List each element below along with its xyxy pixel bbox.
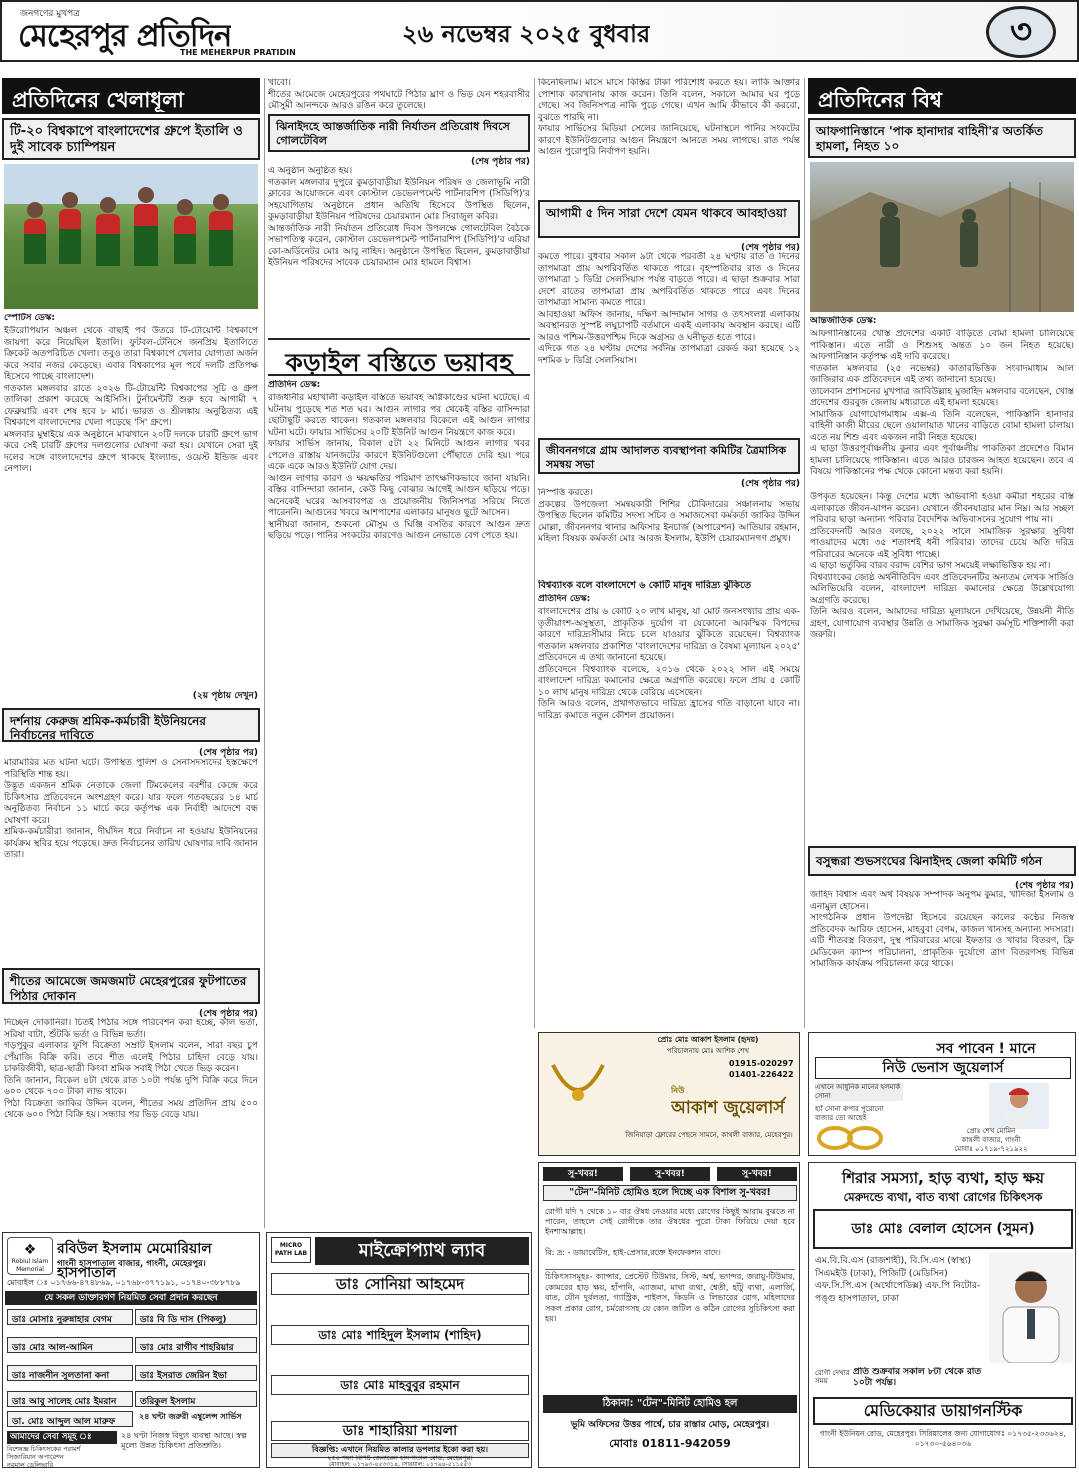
- col3-top-text: কিনেছিলাম। মাসে মাসে কিস্তির টাকা পরিশোধ করতে হয়। লাকি আক্তার পোশাক কারখানায় কাজ করেন। তিনি বলেন, সকালে আমার ঘর পুড়ে গেছে। সব জিনিসপত্র নাকি পুড়ে গেছে। এখন আমি কীভাবে কী করবো, বুঝতে পারছি না। ফায়ার সার্ভিসের মিডিয়া সেলের জানিয়েছে, ঘটনাস্থলে পানির সংকটের কারণে ইউনিটগুলোর আগুন নিয়ন্ত্রণে আনতে সময় লাগছে। রাত পর্যন্ত আগুন পুরোপুরি নির্বাপণ হয়নি।: [538, 78, 800, 157]
- union-headline: দর্শনায় কেরুজ শ্রমিক-কর্মচারী ইউনিয়নের নির্বাচনের দাবিতে: [2, 708, 260, 742]
- hospital-name: রবিউল ইসলাম মেমোরিয়াল হাসপাতাল: [57, 1241, 212, 1281]
- venus-line1: এখানে আধুনিক মানের হলমার্ক সোনা: [815, 1083, 903, 1101]
- world-dateline: আন্তর্জাতিক ডেস্ক:: [810, 316, 877, 326]
- lab-name: মাইক্রোপ্যাথ ল্যাব: [315, 1237, 529, 1265]
- issue-date: ২৬ নভেম্বর ২০২৫ বুধবার: [402, 20, 651, 48]
- homeo-headline: "টেন"-মিনিট হোমিও হলে দিচ্ছে এক বিশাল সু-খবর!: [543, 1185, 797, 1201]
- venus-line2: হ্যাঁ সোনা রুপার পুরোনো বাজার তো আছেই: [815, 1105, 884, 1122]
- service-item: বিশেষজ্ঞ চিকিৎসকের পরামর্শ: [7, 1445, 81, 1453]
- hospital-logo: [7, 1237, 53, 1275]
- doctor-name: ডাঃ নাজনীন সুলতানা কনা: [7, 1365, 133, 1381]
- service-item: নরমাল ডেলিভারি: [7, 1461, 54, 1468]
- venus-name: নিউ ভেনাস জুয়েলার্স: [815, 1057, 1071, 1079]
- doctor-name: ডাঃ ইসরাত জেরিন ইভা: [135, 1365, 257, 1381]
- women-day-headline: ঝিনাইদহে আন্তর্জাতিক নারী নির্যাতন প্রতিরোধ দিবসে গোলটেবিল: [268, 114, 530, 152]
- good-news-label: সু-খবর!: [630, 1167, 710, 1181]
- akash-owner: প্রোঃ মোঃ আকাশ ইসলাম (হৃদয়): [657, 1035, 759, 1044]
- fire-body: রাজধানীর মহাখালী কড়াইল বস্তিতে ভয়াবহ অগ্নিকাণ্ডের ঘটনা ঘটেছে। এ ঘটনায় পুড়েছে শত শত ঘর। আগুন লাগার পর থেকেই বস্তির বাসিন্দারা ছোটাছুটি করতে থাকেন। গতকাল মঙ্গলবার বিকেলে এই আগুন লাগার ঘটনা ঘটে। ফায়ার সার্ভিসের ২০টি ইউনিট আগুন নিয়ন্ত্রণে কাজ করে। ফায়ার সার্ভিস জানায়, বিকাল ৫টা ২২ মিনিটে আগুন লাগার খবর পেলেও রাস্তায় যানজটের কারণে ইউনিটগুলো পৌঁছাতে দেরি হয়। পরে একে একে আরও ইউনিট যোগ দেয়। আগুন লাগার কারণ ও ক্ষয়ক্ষতির পরিমাণ তাৎক্ষণিকভাবে জানা যায়নি। বস্তির বাসিন্দারা জানান, কেউ কিছু বোঝার আগেই আগুন ছড়িয়ে পড়ে। অনেকেই ঘরের আসবাবপত্র ও প্রয়োজনীয় জিনিসপত্র সরিয়ে নিতে পারেননি। আগুনের খবরে আশপাশের এলাকার মানুষও ছুটে আসেন। স্থানীয়রা জানান, শুকনো মৌসুম ও ঘিঞ্জি বসতির কারণে আগুন দ্রুত ছড়িয়ে পড়ে। পানির সংকটের কারণেও আগুন নেভাতে বেগ পেতে হয়।: [268, 393, 530, 541]
- necklace-icon: [543, 1055, 613, 1125]
- soldiers-illustration: [810, 162, 1074, 312]
- venus-jewellers-ad: [808, 1032, 1076, 1156]
- sports-headline: টি-২০ বিশ্বকাপে বাংলাদেশের গ্রুপে ইতালি ও দুই সাবেক চ্যাম্পিয়ন: [2, 118, 260, 160]
- doctor-photo: [989, 1253, 1073, 1363]
- owner-portrait-illustration: [989, 1083, 1049, 1129]
- sports-section-header: প্রতিদিনের খেলাধূলা: [2, 78, 260, 114]
- cricket-players-illustration: [4, 164, 258, 309]
- bashundhara-body: জাহিদ বিশ্বাস এবং অর্থ বিষয়ক সম্পাদক অনুপম কুমার, খাদিজা ইসলাম ও এনামুল হোসেন। সাংগঠনিক প্রধান উপদেষ্টা হিসেবে রয়েছেন কালের কণ্ঠের নিজস্ব প্রতিবেদক আরিফ হোসেন, মাহবুবা বেগম, কাজল খানসহ অন্যান্য সদস্যরা। এটি শীতবস্ত্র বিতরণ, দুস্থ পরিবারের মাঝে ইফতার ও খাবার বিতরণ, ফ্রি মেডিকেল ক্যাম্প পরিচালনা, প্রাকৃতিক দুর্যোগে ত্রাণ বিতরণসহ বিভিন্ন সামাজিক কার্যক্রম পরিচালনা করে থাকে।: [810, 890, 1074, 969]
- bangles-icon: [815, 1125, 903, 1151]
- bashundhara-continued: (শেষ পৃষ্ঠার পর): [1014, 881, 1074, 891]
- doctor-name: ডাঃ মোঃ রাগীব শাহরিয়ার: [135, 1337, 257, 1353]
- weather-headline: আগামী ৫ দিন সারা দেশে যেমন থাকবে আবহাওয়া: [538, 200, 800, 238]
- akash-phone: 01401-226422: [729, 1070, 794, 1079]
- soldiers-photo: [810, 162, 1074, 312]
- sports-continued: (২য় পৃষ্ঠায় দেখুন): [192, 691, 258, 701]
- homeo-hall-ad: [538, 1162, 800, 1468]
- col2-top-text: খাবো। শীতের আমেজে মেহেরপুরের পথঘাটে পিঠার ঘ্রাণ ও ভিড় যেন শহরবাসীর মৌসুমী আনন্দকে আরও রঙিন করে তুলেছে।: [268, 78, 530, 111]
- court-body: নিস্পত্তি করতে। প্রকল্পের উপজেলা সমন্বয়কারী শিশির চৌকিদারের সঞ্চালনায় সভায় উপস্থিত ছিলেন কমিটির সদস্য সচিব ও সমাজসেবা কর্মকর্তা জাকির উদ্দিন মোল্লা, জীবননগর থানার অফিসার ইনচার্জ (অপারেশন) আতিয়ার রহমান, মহিলা বিষয়ক কর্মকর্তা মোঃ আরজ ইসলাম, ইউপি চেয়ারম্যানগণ প্রমুখ।: [538, 488, 800, 544]
- hospital-phone: মোবাইল ঃ ০১৭৬৬-৪৭৪৮৬৯, ০১৭৬৮-৩৭৭১৯১, ০১৭৪০-৩৮৮৭৮৯: [7, 1278, 241, 1287]
- akash-jewellers-ad: [538, 1032, 800, 1156]
- homeo-address: ভূমি অফিসের উত্তর পার্শ্বে, চার রাস্তার মোড়, মেহেরপুর।: [570, 1420, 770, 1430]
- venus-owner: প্রোঃ শেখ মোমিন: [966, 1127, 1016, 1135]
- column-divider: [534, 78, 535, 1028]
- akash-address: জিনিয়াড়া ফ্লোরের পেছনে সামনে, কাথলী বাজার, মেহেরপুর।: [625, 1131, 793, 1139]
- hospital-logo-text: Robiul Islam Memorial: [11, 1258, 49, 1273]
- column-divider: [264, 78, 265, 1228]
- lab-doctor-name: ডাঃ সোনিয়া আহমেদ: [271, 1273, 529, 1295]
- ortho-doctor-ad: [808, 1162, 1076, 1468]
- hospital-logo-icon: ❖: [23, 1242, 37, 1258]
- masthead: [0, 0, 1079, 62]
- doctor-name: ডাঃ আবু সালেহ মোঃ ইমরান: [7, 1391, 133, 1407]
- owner-photo: [989, 1083, 1049, 1129]
- pitha-headline: শীতের আমেজে জমজমাট মেহেরপুরের ফুটপাতের পিঠার দোকান: [2, 968, 260, 1004]
- bangles-illustration: [815, 1125, 903, 1151]
- micropath-lab-ad: [266, 1232, 532, 1468]
- hospital-address: গাংনী হাসপাতাল বাজার, গাংনী, মেহেরপুর।: [57, 1259, 206, 1269]
- newspaper-name: মেহেরপুর প্রতিদিন: [18, 18, 232, 54]
- doctor-name: ডাঃ মোঃ আল-আমিন: [7, 1337, 133, 1353]
- world-headline: আফগানিস্তানে 'পাক হানাদার বাহিনী'র অতর্কিত হামলা, নিহত ১০: [808, 118, 1076, 158]
- poverty-headline: বিশ্বব্যাংক বলে বাংলাদেশে ৬ কোটি মানুষ দারিদ্র্য ঝুঁকিতে: [538, 580, 752, 591]
- visit-time: প্রতি শুক্রবার সকাল ৮টা থেকে রাত ১০টা পর্যন্ত।: [853, 1367, 982, 1388]
- cricket-team-photo: [4, 164, 258, 309]
- hospital-ad: [2, 1232, 260, 1468]
- hospital-tagline: যে সকল ডাক্তারগণ নিয়মিত সেবা প্রদান করছেন: [5, 1291, 257, 1305]
- good-news-label: সু-খবর!: [543, 1167, 623, 1181]
- ortho-headline-1: শিরার সমস্যা, হাড় ব্যথা, হাড় ক্ষয়: [842, 1169, 1044, 1187]
- bashundhara-headline: বসুন্ধরা শুভসংঘের ঝিনাইদহ জেলা কমিটি গঠন: [808, 846, 1076, 876]
- weather-body: কমতে পারে। বুধবার সকাল ৯টা থেকে পরবর্তী ২৪ ঘণ্টায় রাত ও দিনের তাপমাত্রা প্রায় অপরিবর্তিত থাকতে পারে। বৃহস্পতিবার রাত ও দিনের তাপমাত্রা ১ ডিগ্রি সেলসিয়াস পর্যন্ত বাড়তে পারে। এ ছাড়া শুক্রবার সারা দেশে রাতের তাপমাত্রা প্রায় অপরিবর্তিত থাকতে পারে এবং দিনের তাপমাত্রা সামান্য কমতে পারে। আবহাওয়া অফিস জানায়, দক্ষিণ আন্দামান সাগর ও তৎসংলগ্ন এলাকায় অবস্থানরত সুস্পষ্ট লঘুচাপটি বর্তমানে একই এলাকায় অবস্থান করছে। এটি আরও পশ্চিম-উত্তরপশ্চিম দিকে অগ্রসর ও ঘনীভূত হতে পারে। এদিকে গত ২৪ ঘণ্টায় দেশের সর্বনিম্ন তাপমাত্রা রেকর্ড করা হয়েছে ১২ দশমিক ৮ ডিগ্রি সেলসিয়াস।: [538, 252, 800, 366]
- ortho-doctor-name: ডাঃ মোঃ বেলাল হোসেন (সুমন): [813, 1209, 1073, 1249]
- lab-phone: মোবাইল: ০১৭৯৩-৪৫৩৩১৪, সিরিয়াল: ০১৭৯৪-৫১১৫৫৩: [328, 1462, 472, 1468]
- lab-doctor-name: ডাঃ মোঃ মাহবুবুর রহমান: [271, 1375, 529, 1395]
- akash-owner-sub: পরিচালনায় মোঃ আশিক শেখ: [667, 1047, 749, 1055]
- venus-top-line: সব পাবেন ! মানে: [936, 1041, 1036, 1057]
- union-continued: (শেষ পৃষ্ঠার পর): [198, 748, 258, 758]
- akash-name: আকাশ জুয়েলার্স: [671, 1098, 785, 1118]
- column-divider: [804, 78, 805, 1028]
- homeo-body: রোগী যদি ৭ থেকে ১০ বার ঔষধ নেওয়ার মধ্যে রোগের কিছুই আরাম বুঝতে না পারেন, তাহলে সেই রোগীকে তার ঔষধের পুরো টাকা ফিরিয়ে দেয়া হবে ইনশাআল্লাহ।: [545, 1207, 795, 1236]
- fire-dateline: প্রতিদিন ডেস্ক:: [268, 380, 321, 390]
- service-item: সিজারিয়ান অপারেশন: [7, 1453, 64, 1461]
- page-number: ৩: [986, 6, 1056, 58]
- doctor-name: তরিকুল ইসলাম: [135, 1391, 257, 1407]
- doctor-name: ডাঃ মোসাঃ নুরুন্নাহার বেগম: [7, 1309, 133, 1325]
- homeo-address-title: ঠিকানা: "টেন"-মিনিট হোমিও হল: [543, 1395, 797, 1413]
- lab-doctor-name: ডাঃ শাহারিয়া শায়লা: [271, 1421, 529, 1441]
- doctor-portrait-illustration: [989, 1253, 1073, 1363]
- fire-headline: কড়াইল বস্তিতে ভয়াবহ: [268, 338, 530, 376]
- women-day-continued: (শেষ পৃষ্ঠার পর): [470, 157, 530, 167]
- clinic-name: মেডিকেয়ার ডায়াগনস্টিক: [813, 1397, 1073, 1425]
- akash-name-prefix: নিউ: [671, 1086, 685, 1095]
- services-list: [7, 1445, 117, 1468]
- ortho-headline-2: মেরুদন্ডে ব্যথা, বাত ব্যথা রোগের চিকিৎসক: [843, 1190, 1043, 1204]
- venus-phone: মোবাঃ ০১৭১৯-৭২১৯২২: [954, 1145, 1028, 1153]
- good-news-label: সু-খবর!: [717, 1167, 797, 1181]
- court-headline: জীবননগরে গ্রাম আদালত ব্যবস্থাপনা কমিটির ত্রৈমাসিক সমন্বয় সভা: [538, 438, 800, 474]
- homeo-note: বি: দ্র: - ডায়াবেটিস, হাই-প্রেসার,রক্তে ইনফেকশন বাদে।: [545, 1248, 721, 1257]
- clinic-address: গাংনী ইউনিয়ন রোড, মেহেরপুর। সিরিয়ালের জন্য যোগাযোগঃ ০১৭৩৫-২৩৩৬২৪, ০১৭৩০-৫৬৪০৩৬: [819, 1429, 1067, 1448]
- services-note: ২৪ ঘণ্টা নিজস্ব বিদ্যুৎ ব্যবস্থা আছে। স্বল্প মূল্যে উন্নত চিকিৎসা প্রতিশ্রুতি।: [121, 1431, 247, 1450]
- poverty-dateline: প্রতিদিন ডেস্ক:: [538, 594, 591, 604]
- pitha-continued: (শেষ পৃষ্ঠার পর): [198, 1009, 258, 1019]
- newspaper-name-english: THE MEHERPUR PRATIDIN: [180, 48, 296, 57]
- lab-logo: MICRO PATH LAB: [271, 1237, 311, 1263]
- visit-label: রোগী দেখার সময়: [815, 1369, 850, 1385]
- venus-address: কাথলী বাজার, গাংনী: [961, 1136, 1021, 1144]
- homeo-phone: মোবাঃ 01811-942059: [609, 1437, 731, 1450]
- doctor-name: ডাঃ বি ডি দাস (পিকলু): [135, 1309, 257, 1325]
- ambulance-service: ২৪ ঘন্টা জরুরী এম্বুলেন্স সার্ভিস: [139, 1412, 242, 1421]
- pitha-body: দিচ্ছেন দোকানিরা। চিতই পিঠার সঙ্গে পরিবেশন করা হচ্ছে, কাল ভর্তা, সরিষা বাটা, শুঁটকি ভর্তা ও বিভিন্ন ভর্তা। গড়পুকুর এলাকার ফুপি বিক্রেতা সম্রাট ইসলাম বলেন, সারা বছর চুপ পেঁয়াজি বিক্রি করি। তবে শীত এলেই পিঠার চাহিদা বেড়ে যায়। চাকরিজীবী, ছাত্র-ছাত্রী কিংবা শ্রমিক সবাই পিঠা খেতে ভিড় করেন। তিনি জানান, বিকেল ৪টা থেকে রাত ১০টা পর্যন্ত দুপি বিক্রি করে দিনে ৬০০ থেকে ৭০০ টাকা লাভ থাকে। পিঠা বিক্রেতা জাকির উদ্দিন বলেন, শীতের সময় প্রতিদিন প্রায় ৫০০ থেকে ৬০০ পিঠা বিক্রি হয়। সন্ধ্যার পর ভিড় বেড়ে যায়।: [4, 1018, 258, 1120]
- sports-body: ইউরোপিয়ান অঞ্চল থেকে বাছাই পর্ব উতরে টি-টোয়েন্টি বিশ্বকাপে জায়গা করে নিয়েছিল ইতালি। ফুটবল-টেনিসে জনপ্রিয় ইতালিতে ক্রিকেট অতপরিচিত খেলা। তবুও তারা বিশ্বকাপে খেলার যোগ্যতা অর্জন করে সবার নজর কেড়েছে। এবার বিশ্বকাপের মূল পর্বে দলটি প্রতিপক্ষ হিসেবে পাচ্ছে বাংলাদেশ। গতকাল মঙ্গলবার রাতে ২০২৬ টি-টোয়েন্টি বিশ্বকাপের সূচি ও গ্রুপ তালিকা প্রকাশ করেছে আইসিসি। টুর্নামেন্টটি শুরু হবে আগামী ৭ ফেব্রুয়ারি এবং শেষ হবে ৮ মার্চ। ভারত ও শ্রীলঙ্কায় অনুষ্ঠিতব্য এই বিশ্বকাপে বাংলাদেশের খেলা পড়েছে 'সি' গ্রুপে। মঙ্গলবার মুম্বাইয়ে এক অনুষ্ঠানে মাঝখানে ২০টি দলকে চারটি গ্রুপে ভাগ করে সেই চারটি গ্রুপের দলগুলোর ঘোষণা করা হয়। যেখানে সেরা দুই দলের সঙ্গে বাংলাদেশের গ্রুপে থাকছে ইংল্যান্ড, ওয়েস্ট ইন্ডিজ এবং নেপাল।: [4, 326, 258, 474]
- court-continued: (শেষ পৃষ্ঠার পর): [740, 479, 800, 489]
- necklace-illustration: [543, 1055, 613, 1125]
- poverty-continuation: উপকৃত হয়েছেন। কিন্তু দেশের মধ্যে অভিবাসী হওয়া কর্মীরা শহরের বস্তি এলাকাতে জীবন-যাপন করেন। যেখানে জীবনযাত্রার মান নিম্ন। আর সচ্ছল পরিবার ছাড়া অন্যান্য পরিবার বৈদেশিক অভিবাসনের সুযোগ পায় না। প্রতিবেদনটি আরও বলছে, ২০২২ সালে সামাজিক সুরক্ষার সুবিধা পাওয়াদের মধ্যে ৩৫ শতাংশই ধনী পরিবার। তাদের চেয়ে অতি দরিদ্র পরিবারের অনেকে এই সুবিধা পাচ্ছে। এ ছাড়া ভর্তুকির বারব বরাদ্দ বেশির ভাগ সময়েই লক্ষ্যভিত্তিক হয় না। বিশ্বব্যাংকের জ্যেষ্ঠ অর্থনীতিবিদ এবং প্রতিবেদনটির অন্যতম লেখক সার্জিও অলিভিয়েরি বলেন, বাংলাদেশ দারিদ্র্য কমানোর ক্ষেত্রে উল্লেখযোগ্য অগ্রগতি করেছে। তিনি আরও বলেন, আমাদের দারিদ্র্য মূল্যায়নে দেখিয়েছে, উন্নয়নী নীতি গ্রহণ, যোগাযোগ ব্যবস্থার উন্নতি ও সামাজিক সুরক্ষা কর্মসূচি শক্তিশালী করা জরুরি।: [810, 492, 1074, 640]
- services-title: আমাদের সেবা সমূহ ঃ: [7, 1431, 117, 1444]
- sports-dateline: স্পোর্টস ডেস্ক:: [4, 313, 55, 323]
- union-body: মারামারির মত ঘটনা ঘটে। উপস্থিত পুলিশ ও সেনাসদস্যদের হস্তক্ষেপে পরিস্থিতি শান্ত হয়। উদ্ভূত একজন শ্রমিক নেতাকে জেলা টিমকেলের বরশীর কেন্দ্রে করে চিকিৎসার প্রতিবেদনে অংশগ্রহণ করে। যার ফলে গতবছরের ১৪ মার্চ অনুষ্ঠিতব্য নির্বাচন ১১ মার্চে করে কর্তৃপক্ষ এক নির্বাহী আদেশে বন্ধ ঘোষণা করে। শ্রমিক-কর্মচারীরা জানান, দীর্ঘদিন ধরে নির্বাচন না হওয়ায় ইউনিয়নের কার্যক্রম স্থবির হয়ে পড়েছে। দ্রুত নির্বাচনের তারিখ ঘোষণার দাবি জানান তারা।: [4, 758, 258, 860]
- world-section-header: প্রতিদিনের বিশ্ব: [808, 78, 1076, 114]
- weather-continued: (শেষ পৃষ্ঠার পর): [740, 243, 800, 253]
- homeo-treatments: চিকিৎসাসমূহঃ- ক্যান্সার, প্রেস্টেট টিউমার, সিস্ট, অর্শ্ব, ভগন্দর, জরায়ু-টিউমার, কোমরের হাড় ক্ষয়, হাঁপানি, এ্যাজমা, মাথা ব্যথা, শ্বেতী, হাঁটু ব্যথা, এলার্জি, বাত, যৌন দুর্বলতা, গ্যাস্ট্রিক, পাইলস, কিডনি ও লিভারের রোগ, মহিলাদের সকল প্রকার রোগ, চর্মরোগসহ যে কোন জটিল ও কঠিন রোগের সুচিকিৎসা করা হয়।: [545, 1269, 795, 1389]
- masthead-tagline: জনগণের মুখপত্র: [20, 9, 80, 19]
- women-day-body: এ অনুষ্ঠান অনুষ্ঠিত হয়। গতকাল মঙ্গলবার দুপুরে কুমড়াবাড়ীয়া ইউনিয়ন পরিষদ ও জেলাভূমি নারী ক্লাবের আয়োজনে এবং কোস্টাল ডেভেলপমেন্ট পার্টনারশিপ (সিডিপি)'র সহযোগিতায় অনুষ্ঠানে প্রধান অতিথি হিসেবে উপস্থিত ছিলেন, কুমড়াবাড়ীয়া ইউনিয়ন পরিষদের চেয়ারম্যান মোঃ সিরাজুল কবির। আন্তর্জাতিক নারী নির্যাতন প্রতিরোধ দিবস উপলক্ষে গোলটেবিল বৈঠকে সভাপতিত্ব করেন, কোস্টাল ডেভেলপমেন্ট পার্টনারশিপ (সিডিপি)'র এরিয়া কো-অর্ডিনেটর মোঃ আবু নাহিদ। অনুষ্ঠানে উপস্থিত ছিলেন, কুমড়াবাড়ীয়া ইউনিয়ন পরিষদের সাবেক চেয়ারম্যান মোঃ হামলে বিশ্বাস।: [268, 166, 530, 268]
- lab-doctor-name: ডাঃ মোঃ শাহিদুল ইসলাম (শাহিদ): [271, 1325, 529, 1345]
- lab-address: ২৫০ শয্যা বিশিষ্ট জেনারেল হাসপাতাল রোড, মেহেরপুর।: [327, 1455, 473, 1462]
- doctor-name: ডা. মোঃ আব্দুল আল মারুফ: [7, 1411, 133, 1427]
- world-body: আফগানিস্তানের খোস্ত প্রদেশের একটি বাড়িতে বোমা হামলা চালিয়েছে পাকিস্তান। এতে নারী ও শিশুসহ অন্তত ১০ জন নিহত হয়েছে। আফগানিস্তান কর্তৃপক্ষ এই দাবি করেছে। গতকাল মঙ্গলবার (২৫ নভেম্বর) কাতারভিত্তিক সংবাদমাধ্যম আল জাজিরার এক প্রতিবেদনে এই তথ্য জানানো হয়েছে। তালেবান প্রশাসনের মুখপাত্র জাবিউল্লাহ মুজাহিদ মঙ্গলবার বলেছেন, খোস্ত প্রদেশের গুরবুজ জেলায় মধ্যরাতে এই হামলা হয়েছে। সামাজিক যোগাযোগমাধ্যম এক্স-এ তিনি বলেছেন, পাকিস্তানি হানাদার বাহিনী কাজী মীরের ছেলে ওয়ালায়াত খানের বাড়িতে বোমা হামলা চালায়। এতে নয় শিশু এবং একজন নারী নিহত হয়েছে। এ ছাড়া উত্তরপূর্বাঞ্চলীয় কুনার এবং পূর্বাঞ্চলীয় পাকতিকা প্রদেশেও বিমান হামলা চালিয়েছে পাকিস্তান। এতে আরও চারজন আহত হয়েছেন। তবে এ বিষয়ে পাকিস্তানের পক্ষ থেকে কোনো মন্তব্য করা হয়নি।: [810, 329, 1074, 477]
- poverty-body: বাংলাদেশের প্রায় ৬ কোটি ২০ লাখ মানুষ, যা মোট জনসংখ্যার প্রায় এক-তৃতীয়াংশ-অসুস্থতা, প্রাকৃতিক দুর্যোগ বা যেকোনো আকস্মিক বিপদের কারণে দারিদ্র্যসীমার নিচে চলে যাওয়ার ঝুঁকিতে রয়েছেন। বিশ্বব্যাংক গতকাল মঙ্গলবার প্রকাশিত 'বাংলাদেশের দারিদ্র্য ও বৈষম্য মূল্যায়ন ২০২৫' প্রতিবেদনে এ তথ্য জানানো হয়েছে। প্রতিবেদনে বিশ্বব্যাংক বলেছে, ২০১৬ থেকে ২০২২ সাল এই সময়ে বাংলাদেশ দারিদ্র্য কমানোর ক্ষেত্রে অগ্রগতি করেছে। ফলে প্রায় ৫ কোটি ১০ লাখ মানুষ দারিদ্র্য থেকে বেরিয়ে এসেছেন। তিনি আরও বলেন, প্রথাগতভাবে দারিদ্র্য হ্রাসের গতি বাড়ানো যাবে না। দারিদ্র্য কমাতে নতুন কৌশল প্রয়োজন।: [538, 607, 800, 721]
- ortho-degrees: এম.বি.বি.এস (রাজশাহী), বি.সি.এস (স্বাস্থ্য) সিএমইউ (ঢাকা), পিজিটি (মেডিসিন) এফ.সি.পি.এস (অর্থোপেডিক্স) এফ.পি নিটোর- পঙ্গু হাসপাতাল, ঢাকা: [815, 1256, 984, 1304]
- akash-phone: 01915-020297: [729, 1059, 794, 1068]
- lab-notice: বিজ্ঞপ্তি: এখানে নিয়মিত কালার ডপলার ইকো করা হয়।: [271, 1443, 529, 1458]
